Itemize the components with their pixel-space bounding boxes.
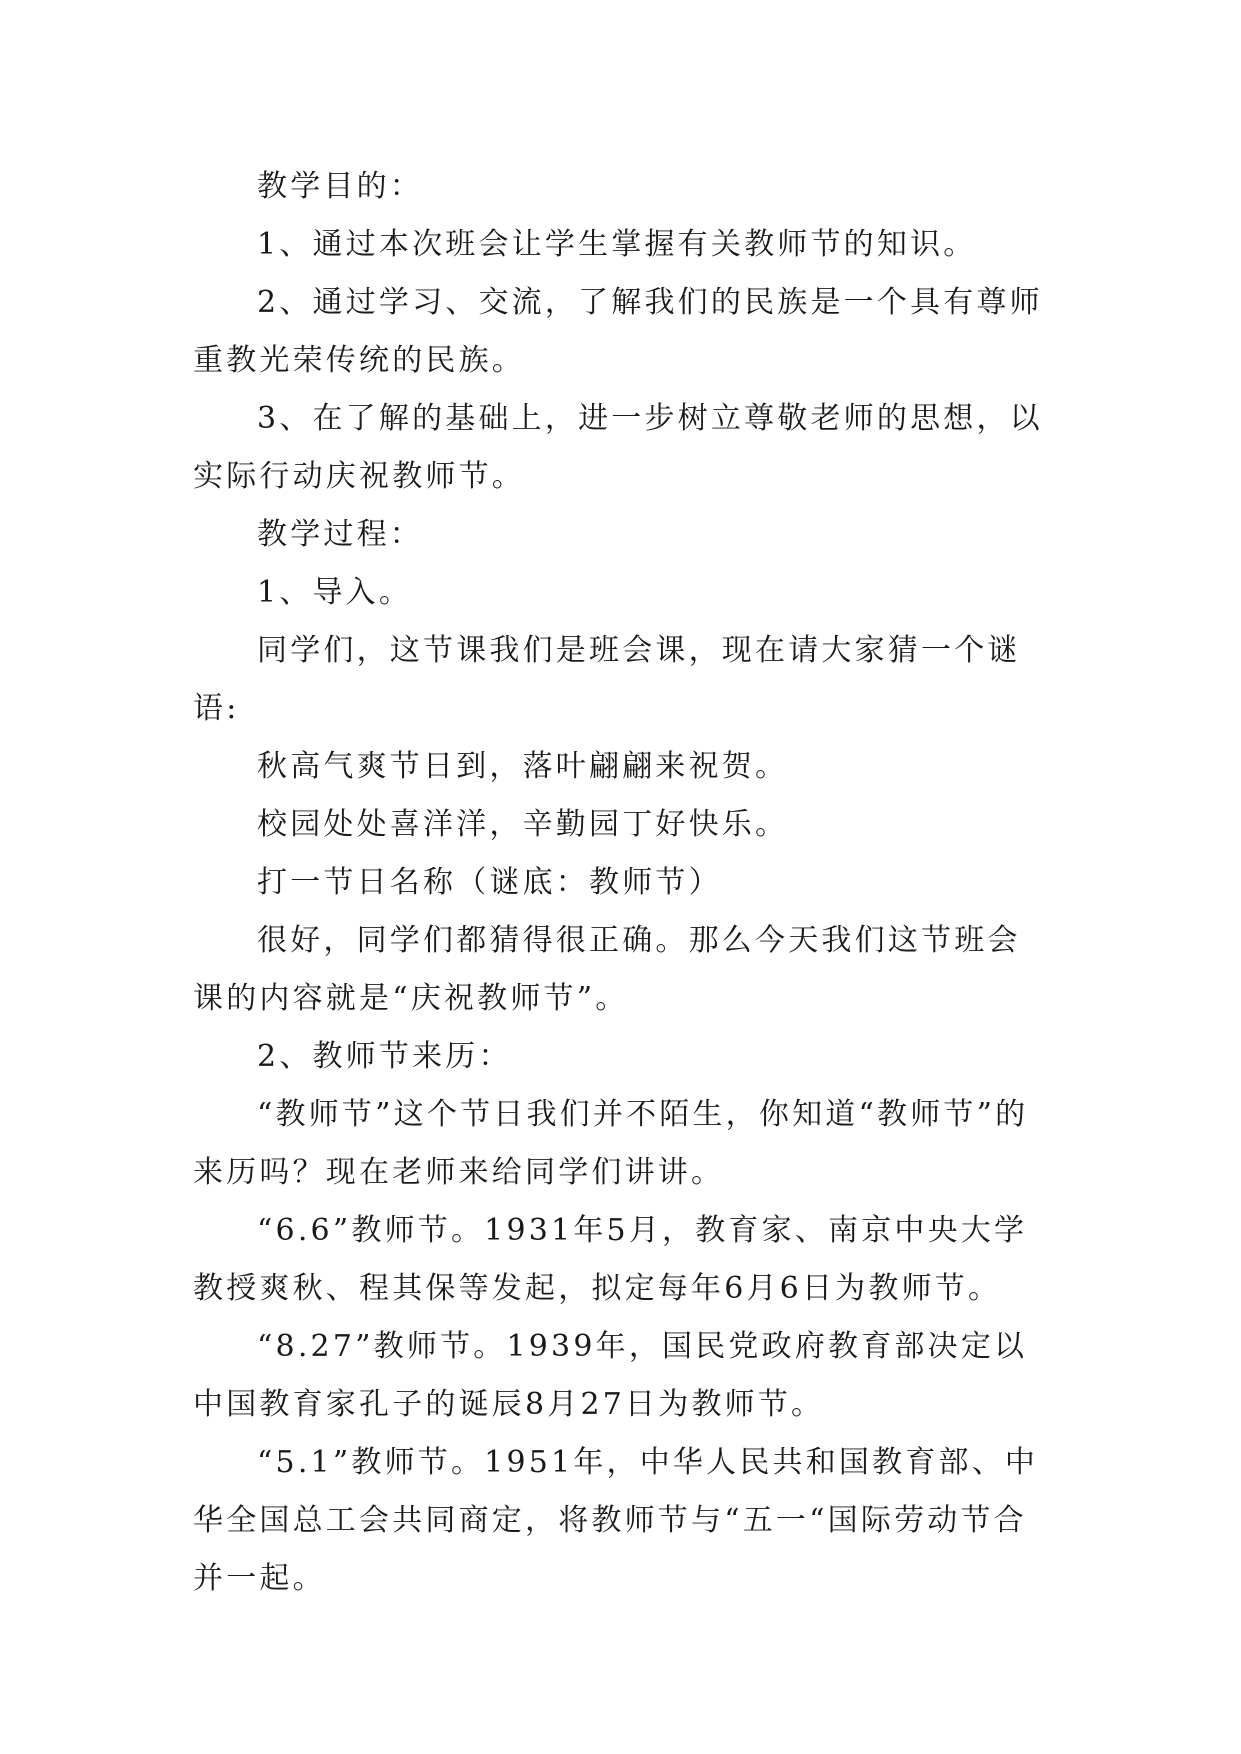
history-5-1: “5.1”教师节。1951年，中华人民共和国教育部、中华全国总工会共同商定，将教师节与“五一“国际劳动节合并一起。 xyxy=(193,1445,1039,1596)
history-intro: “教师节”这个节日我们并不陌生，你知道“教师节”的来历吗？现在老师来给同学们讲讲。 xyxy=(193,1097,1029,1190)
process-step-2: 2、教师节来历： xyxy=(257,1039,512,1074)
process-step-1: 1、导入。 xyxy=(257,575,413,610)
document-body xyxy=(193,158,1053,1608)
topic-intro: 很好，同学们都猜得很正确。那么今天我们这节班会课的内容就是“庆祝教师节”。 xyxy=(193,923,1021,1016)
riddle-line-1: 秋高气爽节日到，落叶翩翩来祝贺。 xyxy=(257,749,789,784)
objective-3: 3、在了解的基础上，进一步树立尊敬老师的思想，以实际行动庆祝教师节。 xyxy=(193,401,1043,494)
heading-teaching-process: 教学过程： xyxy=(257,517,423,552)
riddle-line-2: 校园处处喜洋洋，辛勤园丁好快乐。 xyxy=(257,807,789,842)
objective-1: 1、通过本次班会让学生掌握有关教师节的知识。 xyxy=(257,227,977,262)
riddle-answer: 打一节日名称（谜底：教师节） xyxy=(257,865,722,900)
heading-teaching-objectives: 教学目的： xyxy=(257,169,423,204)
history-8-27: “8.27”教师节。1939年，国民党政府教育部决定以中国教育家孔子的诞辰8月27日为教师节。 xyxy=(193,1329,1028,1422)
history-6-6: “6.6”教师节。1931年5月，教育家、南京中央大学教授爽秋、程其保等发起，拟定每年6月6日为教师节。 xyxy=(193,1213,1028,1306)
objective-2: 2、通过学习、交流，了解我们的民族是一个具有尊师重教光荣传统的民族。 xyxy=(193,285,1043,378)
riddle-intro: 同学们，这节课我们是班会课，现在请大家猜一个谜语: xyxy=(193,633,1021,726)
